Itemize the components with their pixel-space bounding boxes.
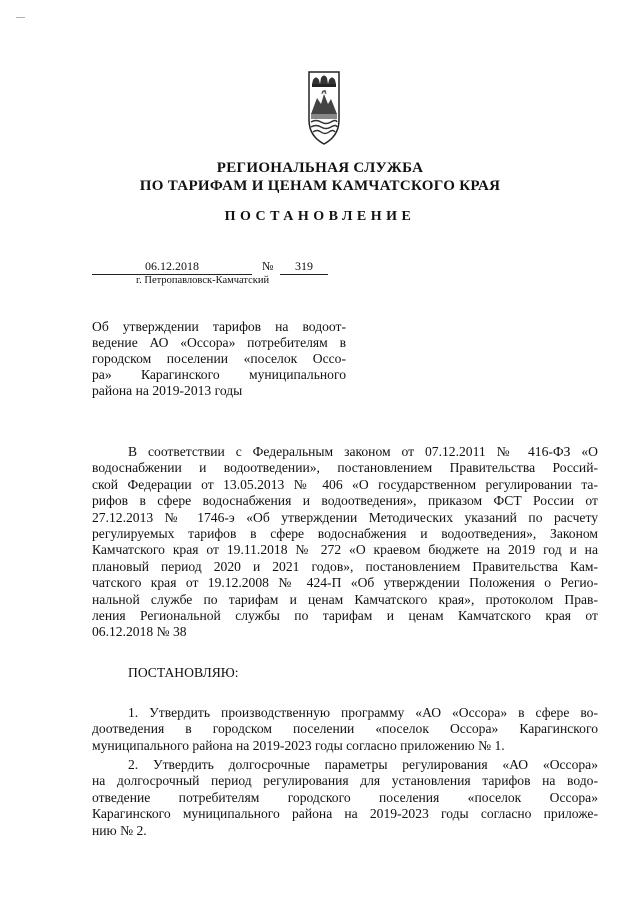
org-name-line-2: ПО ТАРИФАМ И ЦЕНАМ КАМЧАТСКОГО КРАЯ xyxy=(139,178,501,194)
preamble-line: ской Федерации от 13.05.2013 № 406 «О государственном регулировании та- xyxy=(92,476,598,492)
item-1-line: доотведения в городском поселении «поселок Оссора» Карагинского xyxy=(92,721,598,737)
document-date: 06.12.2018 xyxy=(92,259,252,275)
subject-line: ра» Карагинского муниципального xyxy=(92,367,346,382)
item-1-paragraph xyxy=(92,705,598,754)
subject-line: городском поселении «поселок Оссо- xyxy=(92,351,346,366)
preamble-line: ления Региональной службы по тарифам и ценам Камчатского края от xyxy=(92,608,598,624)
document-number: 319 xyxy=(280,259,328,275)
item-1-line: муниципального района на 2019-2023 годы согласно приложению № 1. xyxy=(92,737,505,753)
preamble-line: плановый период 2020 и 2021 годов», постановлением Правительства Кам- xyxy=(92,558,598,574)
document-subject xyxy=(92,319,346,399)
subject-line: ведение АО «Оссора» потребителям в xyxy=(92,335,346,350)
subject-line: района на 2019-2013 годы xyxy=(92,383,243,398)
decree-word: ПОСТАНОВЛЯЮ: xyxy=(128,665,239,680)
preamble-line: рифов в сфере водоснабжения и водоотведения», приказом ФСТ России от xyxy=(92,493,598,509)
preamble-line: 27.12.2013 № 1746-э «Об утверждении Методических указаний по расчету xyxy=(92,509,598,525)
item-1-line: 1. Утвердить производственную программу «АО «Оссора» в сфере во- xyxy=(128,705,598,720)
org-name-line-1: РЕГИОНАЛЬНАЯ СЛУЖБА xyxy=(216,160,424,176)
preamble-line: регулируемых тарифов в сфере водоснабжения и водоотведения», Законом xyxy=(92,526,598,542)
kamchatka-coat-of-arms-icon xyxy=(307,70,341,146)
preamble-line: Камчатского края от 19.11.2018 № 272 «О краевом бюджете на 2019 год и на xyxy=(92,542,598,558)
preamble-line: чатского края от 19.12.2008 № 424-П «Об утверждении Положения о Регио- xyxy=(92,575,598,591)
item-2-line: Карагинского муниципального района на 2019-2023 годы согласно приложе- xyxy=(92,806,598,822)
preamble-line: В соответствии с Федеральным законом от 07.12.2011 № 416-ФЗ «О xyxy=(128,444,598,459)
item-2-line: отведение потребителям городского поселения «поселок Оссора» xyxy=(92,789,598,805)
document-type-title: ПОСТАНОВЛЕНИЕ xyxy=(224,209,416,224)
item-2-line: 2. Утвердить долгосрочные параметры регулирования «АО «Оссора» xyxy=(128,757,598,772)
preamble-line: водоснабжении и водоотведении», постановлением Правительства Россий- xyxy=(92,460,598,476)
item-2-line: на долгосрочный период регулирования для установления тарифов на водо- xyxy=(92,773,598,789)
item-2-paragraph xyxy=(92,757,598,839)
subject-line: Об утверждении тарифов на водоот- xyxy=(92,319,346,334)
margin-mark: — xyxy=(16,12,25,22)
item-2-line: нию № 2. xyxy=(92,822,147,838)
preamble-line: нальной службе по тарифам и ценам Камчатского края», протоколом Прав- xyxy=(92,591,598,607)
preamble-paragraph xyxy=(92,444,598,641)
number-sign: № xyxy=(262,259,274,273)
preamble-line: 06.12.2018 № 38 xyxy=(92,624,187,640)
issue-city: г. Петропавловск-Камчатский xyxy=(136,275,270,286)
